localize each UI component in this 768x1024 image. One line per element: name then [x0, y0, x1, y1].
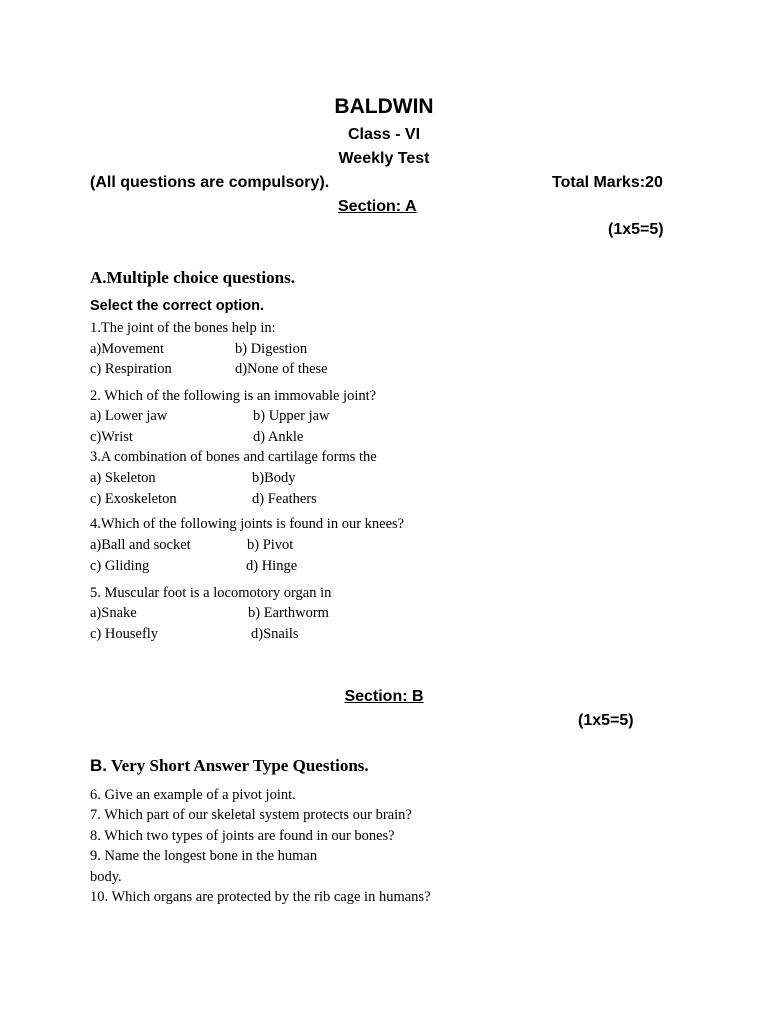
section-a-marks: (1x5=5): [608, 221, 664, 238]
section-a-subheading: Select the correct option.: [90, 298, 265, 314]
section-b-title: Section: B: [344, 688, 424, 705]
q2-option-c: c)Wrist: [90, 429, 133, 445]
q1-option-c: c) Respiration: [90, 361, 172, 377]
q2-option-b: b) Upper jaw: [253, 408, 330, 424]
section-a-title: [338, 198, 435, 216]
q1-option-b: b) Digestion: [235, 341, 308, 357]
question-10: 10. Which organs are protected by the rib cage in humans?: [90, 889, 431, 905]
section-b-heading-text: Very Short Answer Type Questions.: [107, 756, 369, 775]
q1-option-d: d)None of these: [235, 361, 328, 377]
q4-option-d: d) Hinge: [246, 558, 298, 574]
total-marks: Total Marks:20: [552, 174, 663, 191]
section-b-heading: [90, 756, 369, 776]
q5-option-a: a)Snake: [90, 605, 137, 621]
question-4: 4.Which of the following joints is found in our knees?: [90, 516, 405, 532]
q3-option-d: d) Feathers: [252, 491, 317, 507]
q3-option-c: c) Exoskeleton: [90, 491, 177, 507]
question-3: 3.A combination of bones and cartilage forms the: [90, 449, 377, 465]
question-1: 1.The joint of the bones help in:: [90, 320, 276, 336]
q2-option-d: d) Ankle: [253, 429, 304, 445]
q4-option-c: c) Gliding: [90, 558, 150, 574]
q1-option-a: a)Movement: [90, 341, 165, 357]
section-b-marks: (1x5=5): [578, 712, 634, 729]
q5-option-d: d)Snails: [251, 626, 299, 642]
question-9: 9. Name the longest bone in the human: [90, 848, 318, 864]
school-name: BALDWIN: [334, 95, 434, 118]
q4-option-a: a)Ball and socket: [90, 537, 191, 553]
question-7: 7. Which part of our skeletal system protects our brain?: [90, 807, 412, 823]
section-b-heading-letter: B.: [90, 756, 107, 775]
question-2: 2. Which of the following is an immovable joint?: [90, 388, 377, 404]
q5-option-c: c) Housefly: [90, 626, 159, 642]
q2-option-a: a) Lower jaw: [90, 408, 168, 424]
question-6: 6. Give an example of a pivot joint.: [90, 787, 296, 803]
q3-option-b: b)Body: [252, 470, 296, 486]
class-line: Class - VI: [347, 126, 421, 143]
section-a-label: Section: A: [338, 198, 417, 215]
q4-option-b: b) Pivot: [247, 537, 294, 553]
test-name: Weekly Test: [338, 150, 430, 167]
q5-option-b: b) Earthworm: [248, 605, 329, 621]
question-5: 5. Muscular foot is a locomotory organ in: [90, 585, 332, 601]
question-8: 8. Which two types of joints are found in our bones?: [90, 828, 395, 844]
instructions: (All questions are compulsory).: [90, 174, 330, 191]
question-9-continued: body.: [90, 869, 122, 885]
section-a-heading: A.Multiple choice questions.: [90, 268, 295, 287]
q3-option-a: a) Skeleton: [90, 470, 156, 486]
